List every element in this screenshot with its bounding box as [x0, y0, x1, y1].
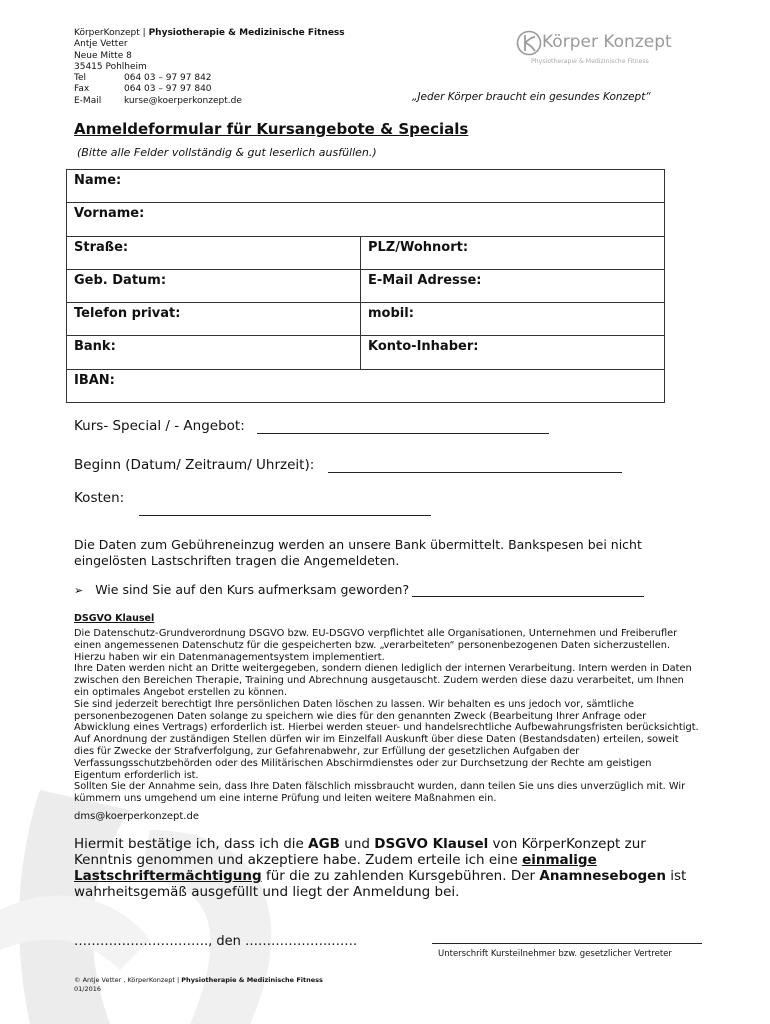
- dsgvo-heading: DSGVO Klausel: [74, 613, 155, 624]
- footer-date: 01/2016: [74, 984, 102, 993]
- footer-company-sub: Physiotherapie & Medizinische Fitness: [181, 976, 323, 984]
- dsgvo-email: dms@koerperkonzept.de: [74, 811, 199, 822]
- sender-address: KörperKonzept | Physiotherapie & Medizinische Fitness Antje Vetter Neue Mitte 8 35415 Pohlheim Tel 064 03 – 97 97 842 Fax 064 03 – 97 97 840 E-Mail kurse@koerperkonzept.de: [74, 28, 345, 106]
- telefon-field[interactable]: Telefon privat:: [67, 303, 361, 336]
- iban-field[interactable]: IBAN:: [67, 369, 665, 402]
- company-name: KörperKonzept: [74, 28, 140, 38]
- kosten-field: [74, 490, 431, 506]
- form-title: Anmeldeformular für Kursangebote & Specials: [74, 120, 469, 138]
- email-label: E-Mail: [74, 95, 102, 106]
- kurs-angebot-line[interactable]: [257, 433, 549, 434]
- tel-label: Tel: [74, 73, 87, 84]
- dsgvo-paragraph: Die Datenschutz-Grundverordnung DSGVO bzw. EU-DSGVO verpflichtet alle Organisationen, Unternehmen und Freiberufler einen angemessenen Datenschutz für die gespeicherten bzw. „verarbeiteten“ personenbezogenen Daten sicherzustellen. Hierzu haben wir ein Datenmanagementsystem implementiert.: [74, 628, 678, 663]
- arrow-bullet-icon: ➢: [74, 584, 84, 597]
- company-subtitle: Physiotherapie & Medizinische Fitness: [148, 28, 345, 38]
- beginn-field: [74, 457, 622, 473]
- logo-name: Körper Konzept: [542, 32, 672, 52]
- strasse-field[interactable]: Straße:: [67, 236, 361, 269]
- kosten-line[interactable]: [139, 515, 431, 516]
- kurs-angebot-label: Kurs- Special / - Angebot:: [74, 418, 245, 434]
- referral-answer-line[interactable]: [412, 596, 644, 597]
- bank-field[interactable]: Bank:: [67, 336, 361, 369]
- dsgvo-paragraph: Ihre Daten werden nicht an Dritte weitergegeben, sondern dienen lediglich der internen Verarbeitung. Intern werden in Daten zwischen den Bereichen Therapie, Training und Abrechnung ausgetauscht. Zudem werden diese dazu verarbeitet, um Ihnen ein optimales Angebot erstellen zu können.: [74, 663, 692, 698]
- beginn-label: Beginn (Datum/ Zeitraum/ Uhrzeit):: [74, 457, 315, 473]
- plz-field[interactable]: PLZ/Wohnort:: [361, 236, 665, 269]
- email-field[interactable]: E-Mail Adresse:: [361, 269, 665, 302]
- dsgvo-text: [74, 628, 699, 805]
- name-field[interactable]: Name:: [67, 170, 665, 203]
- company-logo: [514, 28, 672, 68]
- vorname-field[interactable]: Vorname:: [67, 203, 665, 236]
- place-date-line[interactable]: …………………………., den ………………..……: [74, 934, 358, 949]
- confirmation-text: Hiermit bestätige ich, dass ich die AGB und DSGVO Klausel von KörperKonzept zur Kenntnis genommen und akzeptiere habe. Zudem erteile ich eine einmalige Lastschriftermächtigung für die zu zahlenden Kursgebühren. Der Anamnesebogen ist wahrheitsgemäß ausgefüllt und liegt der Anmeldung bei.: [74, 836, 687, 900]
- tel-value: 064 03 – 97 97 842: [124, 73, 212, 84]
- referral-question: [74, 582, 644, 597]
- footer: [74, 976, 323, 993]
- kosten-label: Kosten:: [74, 490, 125, 506]
- signature-caption: Unterschrift Kursteilnehmer bzw. gesetzlicher Vertreter: [438, 949, 672, 959]
- geb-datum-field[interactable]: Geb. Datum:: [67, 269, 361, 302]
- slogan: „Jeder Körper braucht ein gesundes Konzept“: [412, 91, 651, 103]
- dsgvo-paragraph: Sie sind jederzeit berechtigt Ihre persönlichen Daten löschen zu lassen. Wir behalten es uns jedoch vor, sämtliche personenbezogenen Daten solange zu speichern wie dies für den genannten Zweck (Bearbeitung Ihrer Anfrage oder Abwicklung eines Vertrags) erforderlich ist. Hierbei werden steuer- und handelsrechtliche Aufbewahrungsfristen berücksichtigt. Auf Anordnung der zuständigen Stellen dürfen wir im Einzelfall Auskunft über diese Daten (Bestandsdaten) erteilen, soweit dies für Zwecke der Strafverfolgung, zur Gefahrenabwehr, zur Erfüllung der gesetzlichen Aufgaben der Verfassungsschutzbehörden oder des Militärischen Abschirmdienstes oder zur Durchsetzung der Rechte am geistigen Eigentum erforderlich ist.: [74, 698, 699, 781]
- fax-value: 064 03 – 97 97 840: [124, 84, 212, 95]
- referral-question-text: Wie sind Sie auf den Kurs aufmerksam geworden?: [95, 582, 410, 597]
- mobil-field[interactable]: mobil:: [361, 303, 665, 336]
- bank-transfer-note: Die Daten zum Gebühreneinzug werden an unsere Bank übermittelt. Bankspesen bei nicht eingelösten Lastschriften tragen die Angemeldeten.: [74, 537, 642, 568]
- footer-copyright: © Antje Vetter , KörperKonzept |: [74, 976, 182, 984]
- form-hint: (Bitte alle Felder vollständig & gut leserlich ausfüllen.): [77, 146, 377, 159]
- email-value: kurse@koerperkonzept.de: [124, 95, 242, 106]
- beginn-line[interactable]: [328, 472, 622, 473]
- fax-label: Fax: [74, 84, 90, 95]
- logo-subtitle: Physiotherapie & Medizinische Fitness: [531, 58, 649, 65]
- personal-data-table: [66, 169, 665, 403]
- contact-person: Antje Vetter: [74, 39, 128, 50]
- street: Neue Mitte 8: [74, 50, 132, 61]
- kurs-angebot-field: [74, 418, 549, 434]
- kk-circle-logo-icon: [516, 30, 542, 56]
- konto-inhaber-field[interactable]: Konto-Inhaber:: [361, 336, 665, 369]
- dsgvo-paragraph: Sollten Sie der Annahme sein, dass Ihre Daten fälschlich missbraucht wurden, dann teilen Sie uns dies unverzüglich mit. Wir kümmern uns umgehend um eine interne Prüfung und leiten weitere Maßnahmen ein.: [74, 781, 686, 805]
- signature-line[interactable]: [432, 943, 702, 944]
- city: 35415 Pohlheim: [74, 61, 147, 72]
